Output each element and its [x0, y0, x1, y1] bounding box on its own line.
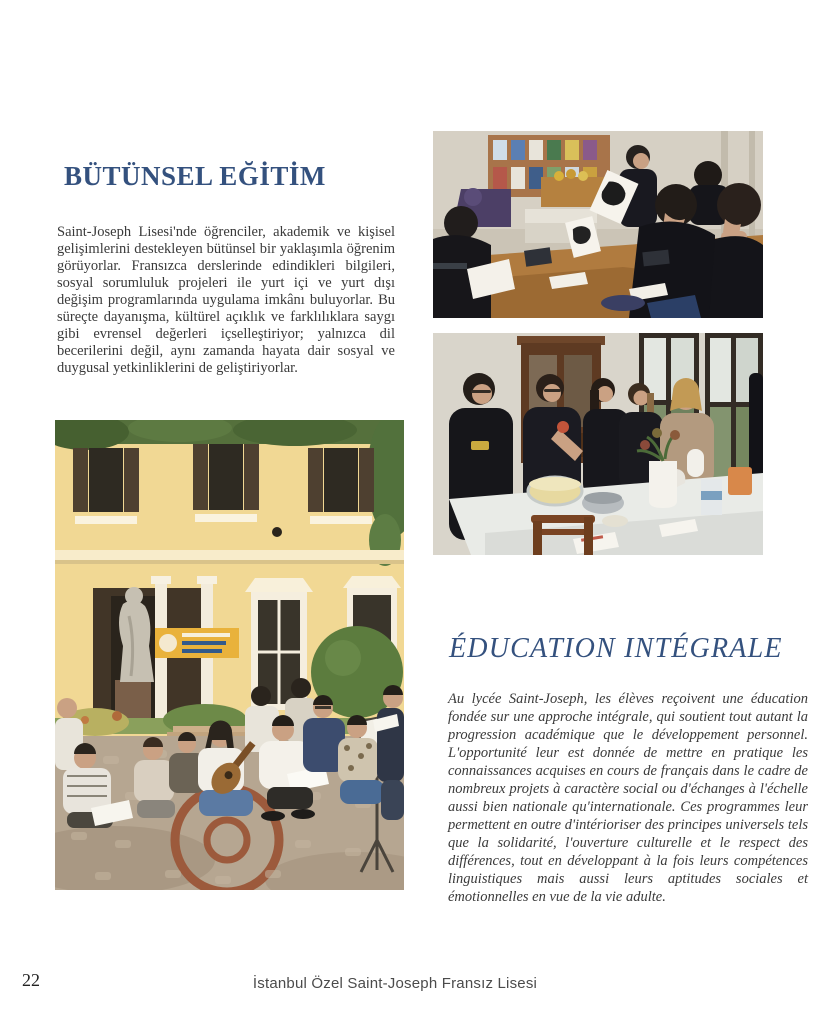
turkish-heading: BÜTÜNSEL EĞİTİM — [64, 161, 326, 192]
courtyard-photo — [55, 420, 404, 890]
kitchen-photo — [433, 333, 763, 555]
footer-school-name: İstanbul Özel Saint-Joseph Fransız Lisesi — [252, 975, 538, 992]
library-photo — [433, 131, 763, 318]
turkish-paragraph: Saint-Joseph Lisesi'nde öğrenciler, akademik ve kişisel gelişimlerini destekleyen bütünsel bir yaklaşımla öğrenim görüyorlar. Fransızca derslerinde edindikleri bilgileri, sosyal sorumluluk projeleri ile yurt içi ve yurt dışı değişim programlarında uygulama imkânı buluyorlar. Bu süreçte dayanışma, kültürel açıklık ve farklılıklara saygı gibi evrensel değerleri içselleştiriyor; yalnızca dil becerilerini değil, aynı zamanda hayata dair sosyal ve duygusal yetkinliklerini de geliştiriyorlar. — [57, 223, 395, 376]
french-heading: ÉDUCATION INTÉGRALE — [449, 632, 783, 664]
french-paragraph: Au lycée Saint-Joseph, les élèves reçoivent une éducation fondée sur une approche intégrale, qui soutient tout autant la progression académique que le développement personnel. L'opportunité leur est donnée de mettre en pratique les connaissances acquises en cours de français dans le cadre de nombreux projets à caractère social ou d'échanges à l'échelle aussi bien nationale qu'internationale. Ces programmes leur permettent en outre d'intérioriser des principes universels tels que la solidarité, l'ouverture culturelle et le respect des différences, tout en développant à la fois leurs compétences linguistiques mais aussi leurs aptitudes sociales et émotionnelles en vue de la vie adulte. — [448, 690, 808, 905]
page-number: 22 — [22, 970, 40, 990]
